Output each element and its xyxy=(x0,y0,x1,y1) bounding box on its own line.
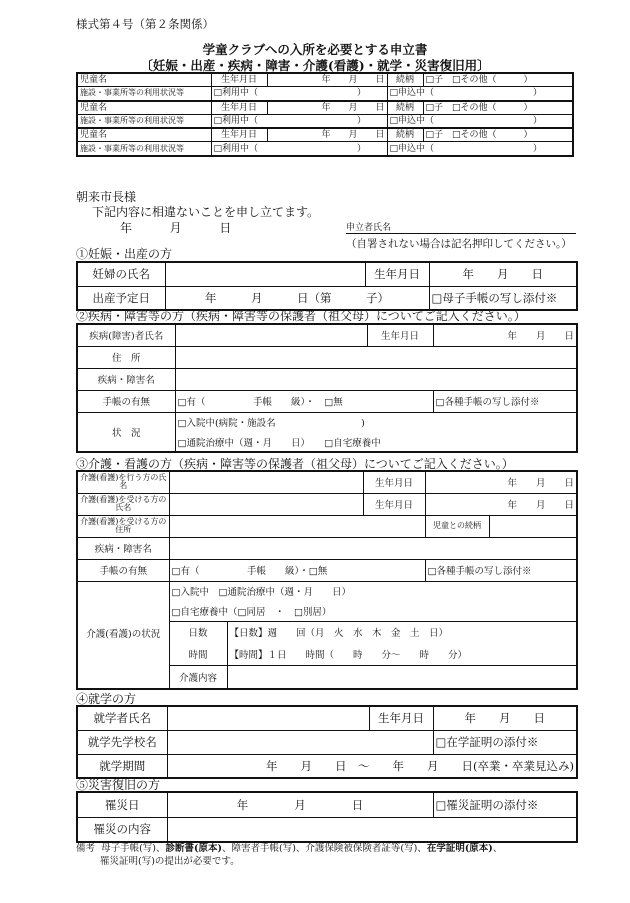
child-relation-checkbox[interactable]: □子 □その他（ ） xyxy=(423,101,573,115)
child-row xyxy=(77,73,573,87)
enrollment-cert-checkbox[interactable]: □在学証明の添付※ xyxy=(433,730,577,754)
s3-time-input[interactable]: 【時間】１日 時間（ 時 分〜 時 分） xyxy=(227,643,577,665)
facility-usage-label: 施設・事業所等の利用状況等 xyxy=(77,142,211,156)
s3-dob2-label: 生年月日 xyxy=(363,493,425,515)
s1-dob-label: 生年月日 xyxy=(365,262,429,286)
s3-handbook-label: 手帳の有無 xyxy=(77,559,169,581)
s3-content-input[interactable] xyxy=(227,665,577,689)
facility-in-use-checkbox[interactable]: □利用中（ ） xyxy=(211,142,387,156)
s3-handbook-attach-checkbox[interactable]: □各種手帳の写し添付※ xyxy=(425,559,577,581)
s2-address-label: 住 所 xyxy=(77,346,175,368)
date-year: 年 xyxy=(120,221,133,235)
section3-title: ③介護・看護の方（疾病・障害等の保護者（祖父母）についてご記入ください。） xyxy=(76,457,514,471)
disaster-date-input[interactable]: 年 月 日 xyxy=(167,792,433,817)
s3-dob2-input[interactable]: 年 月 日 xyxy=(425,493,577,515)
giver-name-input[interactable] xyxy=(169,471,363,493)
form-subtitle: 〔妊娠・出産・疾病・障害・介護(看護)・就学・災害復旧用〕 xyxy=(140,58,490,73)
s3-illness-input[interactable] xyxy=(169,537,577,559)
facility-usage-label: 施設・事業所等の利用状況等 xyxy=(77,114,211,128)
child-row xyxy=(77,101,573,115)
section5-table xyxy=(76,791,578,843)
receiver-address-label: 介護(看護)を受ける方の住所 xyxy=(77,515,169,537)
s2-status-label: 状 況 xyxy=(77,412,175,452)
section1-table xyxy=(76,261,578,311)
applicant-name-field[interactable] xyxy=(346,220,576,234)
remarks-label: 備考 xyxy=(76,843,96,854)
date-month: 月 xyxy=(169,221,182,235)
child-relation-label: 続柄 xyxy=(387,128,423,142)
section4-title: ④就学の方 xyxy=(76,692,137,706)
child-relation-label: 児童との続柄 xyxy=(425,515,489,537)
s3-status-label: 介護(看護)の状況 xyxy=(77,581,169,689)
form-title: 学童クラブへの入所を必要とする申立書 xyxy=(202,42,428,57)
facility-in-use-checkbox[interactable]: □利用中（ ） xyxy=(211,87,387,101)
student-name-label: 就学者氏名 xyxy=(77,706,167,730)
patient-name-input[interactable] xyxy=(175,324,367,346)
s3-status-home[interactable]: □自宅療養中（□同居 ・ □別居） xyxy=(169,601,577,621)
section1-title: ①妊娠・出産の方 xyxy=(76,247,173,261)
receiver-name-input[interactable] xyxy=(169,493,363,515)
child-dob-input[interactable]: 年 月 日 xyxy=(267,73,387,87)
section3-table xyxy=(76,470,578,690)
child-name-field[interactable]: 児童名 xyxy=(77,128,211,142)
remarks-text-c: 、障害者手帳(写)、介護保険被保険者証等(写)、 xyxy=(221,843,427,854)
child-relation-label: 続柄 xyxy=(387,73,423,87)
s3-time-label: 時間 xyxy=(169,643,227,665)
s3-content-label: 介護内容 xyxy=(169,665,227,689)
form-number: 様式第４号（第２条関係） xyxy=(76,17,214,31)
children-table xyxy=(76,72,574,157)
receiver-name-label: 介護(看護)を受ける方の氏名 xyxy=(77,493,169,515)
study-period-input[interactable]: 年 月 日 〜 年 月 日(卒業・卒業見込み) xyxy=(167,754,577,778)
student-name-input[interactable] xyxy=(167,706,369,730)
due-date-input[interactable]: 年 月 日（第 子） xyxy=(165,286,429,310)
s4-dob-label: 生年月日 xyxy=(369,706,433,730)
date-day: 日 xyxy=(219,221,232,235)
child-dob-label: 生年月日 xyxy=(211,73,267,87)
disaster-content-input[interactable] xyxy=(167,817,577,842)
s2-dob-input[interactable]: 年 月 日 xyxy=(433,324,577,346)
section5-title: ⑤災害復旧の方 xyxy=(76,778,161,792)
addressee: 朝来市長様 xyxy=(76,190,137,204)
maternity-handbook-checkbox[interactable]: □母子手帳の写し添付※ xyxy=(429,286,577,310)
child-facility-row xyxy=(77,87,573,101)
disaster-date-label: 罹災日 xyxy=(77,792,167,817)
declaration: 下記内容に相違ないことを申し立てます。 xyxy=(92,205,320,219)
child-facility-row xyxy=(77,114,573,128)
child-name-field[interactable]: 児童名 xyxy=(77,101,211,115)
s2-handbook-label: 手帳の有無 xyxy=(77,390,175,412)
facility-applying-checkbox[interactable]: □申込中（ ） xyxy=(387,142,573,156)
remarks-text-e: 、 xyxy=(492,843,503,854)
giver-name-label: 介護(看護)を行う方の氏名 xyxy=(77,471,169,493)
s2-status-outpatient[interactable]: □通院治療中（週・月 日） □自宅療養中 xyxy=(175,432,577,452)
s4-dob-input[interactable]: 年 月 日 xyxy=(433,706,577,730)
s3-status-hospital[interactable]: □入院中 □通院治療中（週・月 日） xyxy=(169,581,577,601)
remarks-text-a: 母子手帳(写)、 xyxy=(101,843,166,854)
sign-note: （自署されない場合は記名押印してください。） xyxy=(346,238,572,250)
facility-usage-label: 施設・事業所等の利用状況等 xyxy=(77,87,211,101)
facility-in-use-checkbox[interactable]: □利用中（ ） xyxy=(211,114,387,128)
s2-illness-label: 疾病・障害名 xyxy=(77,368,175,390)
child-row xyxy=(77,128,573,142)
child-dob-input[interactable]: 年 月 日 xyxy=(267,128,387,142)
patient-name-label: 疾病(障害)者氏名 xyxy=(77,324,175,346)
due-date-label: 出産予定日 xyxy=(77,286,165,310)
section2-title: ②疾病・障害等の方（疾病・障害等の保護者（祖父母）についてご記入ください。） xyxy=(76,309,526,323)
child-relation-checkbox[interactable]: □子 □その他（ ） xyxy=(423,73,573,87)
s3-handbook-input[interactable]: □有（ 手帳 級）・□無 xyxy=(169,559,425,581)
s2-handbook-attach-checkbox[interactable]: □各種手帳の写し添付※ xyxy=(433,390,577,412)
s2-dob-label: 生年月日 xyxy=(367,324,433,346)
s3-illness-label: 疾病・障害名 xyxy=(77,537,169,559)
disaster-content-label: 罹災の内容 xyxy=(77,817,167,842)
child-dob-label: 生年月日 xyxy=(211,101,267,115)
s2-illness-input[interactable] xyxy=(175,368,577,390)
pregnant-name-label: 妊婦の氏名 xyxy=(77,262,165,286)
s2-address-input[interactable] xyxy=(175,346,577,368)
s3-days-input[interactable]: 【日数】週 回（月 火 水 木 金 土 日） xyxy=(227,621,577,643)
child-relation-checkbox[interactable]: □子 □その他（ ） xyxy=(423,128,573,142)
remarks-text-b: 診断書(原本) xyxy=(165,843,222,854)
receiver-address-input[interactable] xyxy=(169,515,425,537)
child-dob-label: 生年月日 xyxy=(211,128,267,142)
child-relation-input[interactable] xyxy=(489,515,577,537)
child-facility-row xyxy=(77,142,573,156)
s2-handbook-input[interactable]: □有（ 手帳 級）・ □無 xyxy=(175,390,433,412)
school-name-input[interactable] xyxy=(167,730,433,754)
study-period-label: 就学期間 xyxy=(77,754,167,778)
remarks-line2: 罹災証明(写)の提出が必要です。 xyxy=(100,856,240,867)
school-name-label: 就学先学校名 xyxy=(77,730,167,754)
s2-status-hospital[interactable]: □入院中(病院・施設名 ) xyxy=(175,412,577,432)
disaster-cert-checkbox[interactable]: □罹災証明の添付※ xyxy=(433,792,577,817)
s1-dob-input[interactable]: 年 月 日 xyxy=(429,262,577,286)
section4-table xyxy=(76,705,578,779)
applicant-label: 申立者氏名 xyxy=(346,223,392,233)
child-dob-input[interactable]: 年 月 日 xyxy=(267,101,387,115)
declaration-date[interactable] xyxy=(120,219,231,236)
child-name-field[interactable]: 児童名 xyxy=(77,73,211,87)
pregnant-name-input[interactable] xyxy=(165,262,365,286)
s3-dob1-input[interactable]: 年 月 日 xyxy=(425,471,577,493)
s3-dob1-label: 生年月日 xyxy=(363,471,425,493)
facility-applying-checkbox[interactable]: □申込中（ ） xyxy=(387,87,573,101)
remarks xyxy=(76,842,586,868)
s3-days-label: 日数 xyxy=(169,621,227,643)
facility-applying-checkbox[interactable]: □申込中（ ） xyxy=(387,114,573,128)
remarks-text-d: 在学証明(原本) xyxy=(426,843,493,854)
child-relation-label: 続柄 xyxy=(387,101,423,115)
section2-table xyxy=(76,323,578,453)
